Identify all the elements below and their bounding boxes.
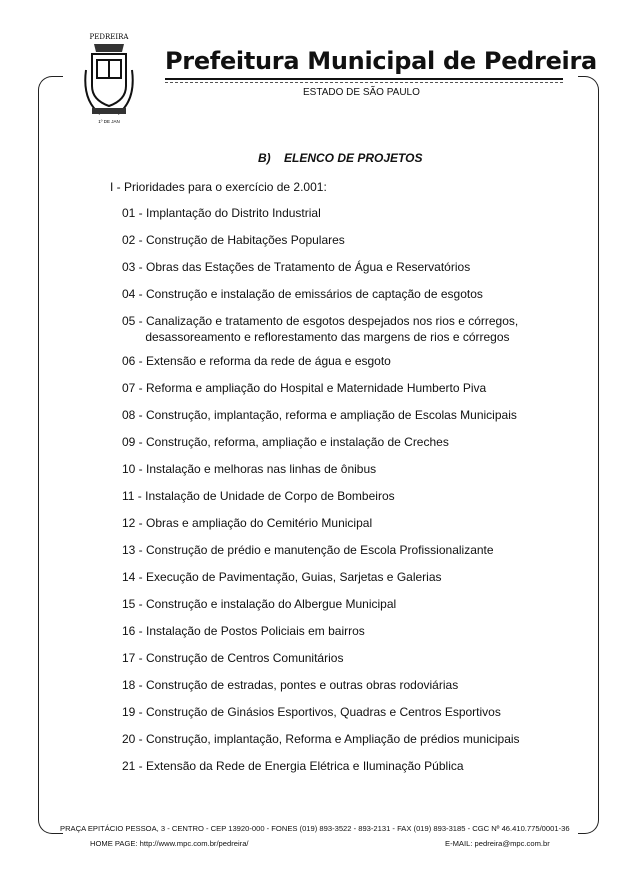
list-item: 07 - Reforma e ampliação do Hospital e Maternidade Humberto Piva <box>122 381 487 395</box>
list-item: 06 - Extensão e reforma da rede de água e esgoto <box>122 354 391 368</box>
page-title: Prefeitura Municipal de Pedreira <box>165 47 597 75</box>
list-item: 14 - Execução de Pavimentação, Guias, Sarjetas e Galerias <box>122 570 442 584</box>
list-item: 15 - Construção e instalação do Albergue Municipal <box>122 597 397 611</box>
footer-email: E-MAIL: pedreira@mpc.com.br <box>445 839 550 848</box>
list-item: 02 - Construção de Habitações Populares <box>122 233 345 247</box>
list-item: 13 - Construção de prédio e manutenção de Escola Profissionalizante <box>122 543 494 557</box>
list-item: 01 - Implantação do Distrito Industrial <box>122 206 321 220</box>
intro-text: I - Prioridades para o exercício de 2.001: <box>110 180 327 194</box>
list-item: 18 - Construção de estradas, pontes e outras obras rodoviárias <box>122 678 459 692</box>
project-list <box>122 206 520 786</box>
list-item: 08 - Construção, implantação, reforma e ampliação de Escolas Municipais <box>122 408 517 422</box>
list-item: 10 - Instalação e melhoras nas linhas de ônibus <box>122 462 377 476</box>
list-item: 17 - Construção de Centros Comunitários <box>122 651 344 665</box>
list-item: 09 - Construção, reforma, ampliação e instalação de Creches <box>122 435 449 449</box>
list-item: 16 - Instalação de Postos Policiais em bairros <box>122 624 365 638</box>
section-title: B) ELENCO DE PROJETOS <box>258 151 423 165</box>
list-item: 21 - Extensão da Rede de Energia Elétrica e Iluminação Pública <box>122 759 464 773</box>
list-item: 12 - Obras e ampliação do Cemitério Municipal <box>122 516 373 530</box>
list-item: 20 - Construção, implantação, Reforma e Ampliação de prédios municipais <box>122 732 520 746</box>
footer-homepage: HOME PAGE: http://www.mpc.com.br/pedreira/ <box>90 839 249 848</box>
page-frame-left <box>38 76 63 834</box>
list-item: 19 - Construção de Ginásios Esportivos, Quadras e Centros Esportivos <box>122 705 501 719</box>
svg-text:1º DE JAN: 1º DE JAN <box>98 119 120 124</box>
coat-of-arms-logo <box>80 30 138 132</box>
footer-address: PRAÇA EPITÁCIO PESSOA, 3 - CENTRO - CEP 13920-000 - FONES (019) 893-3522 - 893-2131 - FAX (019) 893-3185 - CGC Nº 46.410.775/0001-36 <box>56 824 574 833</box>
list-item: 03 - Obras das Estações de Tratamento de Água e Reservatórios <box>122 260 471 274</box>
state-subtitle: ESTADO DE SÃO PAULO <box>303 87 420 98</box>
page-frame-right <box>578 76 599 834</box>
svg-text:PEDREIRA: PEDREIRA <box>89 33 129 41</box>
title-underline <box>165 78 563 80</box>
list-item: 04 - Construção e instalação de emissários de captação de esgotos <box>122 287 483 301</box>
title-underline-dashed <box>165 82 563 83</box>
list-item: 05 - Canalização e tratamento de esgotos despejados nos rios e córregos, desassoreamento e reflorestamento das margens de rios e córregos <box>122 314 519 344</box>
list-item: 11 - Instalação de Unidade de Corpo de Bombeiros <box>122 489 395 503</box>
